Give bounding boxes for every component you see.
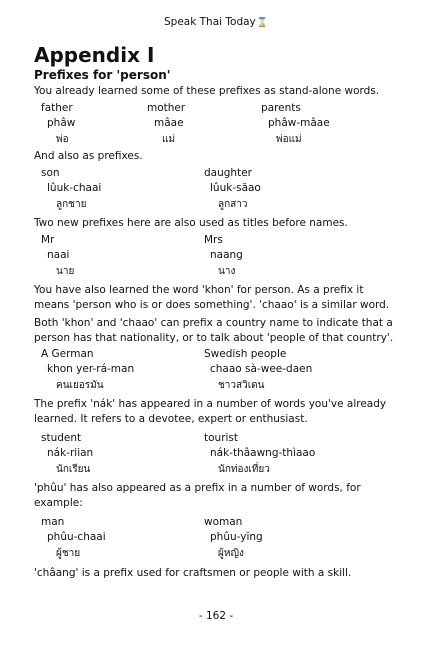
word-roman: lûuk-chaai: [47, 182, 102, 194]
word-english: son: [41, 167, 60, 179]
word-thai: พ่อ: [56, 134, 69, 145]
hourglass-logo-icon: ⌛: [256, 18, 268, 28]
also-prefixes-text: And also as prefixes.: [34, 150, 143, 162]
word-english: man: [41, 516, 65, 528]
running-header: [0, 16, 432, 28]
paragraph-line: Both 'khon' and 'chaao' can prefix a country name to indicate that a: [34, 317, 393, 329]
paragraph-line: The prefix 'nák' has appeared in a number of words you've already: [34, 398, 387, 410]
word-english: daughter: [204, 167, 252, 179]
word-thai: พ่อแม่: [276, 134, 302, 145]
word-roman: naai: [47, 249, 70, 261]
word-thai: คนเยอรมัน: [56, 380, 104, 391]
word-roman: phûu-chaai: [47, 531, 106, 543]
word-roman: mâae: [154, 117, 184, 129]
paragraph-line: example:: [34, 497, 83, 509]
word-thai: ลูกชาย: [56, 199, 87, 210]
word-english: Swedish people: [204, 348, 287, 360]
word-english: A German: [41, 348, 94, 360]
page-number: - 162 -: [198, 610, 234, 622]
chaang-text: 'châang' is a prefix used for craftsmen or people with a skill.: [34, 567, 352, 579]
word-roman: khon yer-rá-man: [47, 363, 135, 375]
word-english: tourist: [204, 432, 239, 444]
word-english: student: [41, 432, 82, 444]
word-english: parents: [261, 102, 301, 114]
word-roman: lûuk-săao: [210, 182, 261, 194]
intro-text: You already learned some of these prefixes as stand-alone words.: [34, 85, 380, 97]
word-thai: นาย: [56, 266, 75, 277]
word-thai: ลูกสาว: [218, 199, 248, 210]
word-english: Mrs: [204, 234, 223, 246]
word-thai: นักท่องเที่ยว: [218, 464, 270, 475]
word-roman: phâw: [47, 117, 76, 129]
word-thai: นาง: [218, 266, 236, 277]
page-title: Appendix I: [34, 43, 155, 67]
paragraph-line: means 'person who is or does something'. 'chaao' is a similar word.: [34, 299, 390, 311]
word-english: mother: [147, 102, 186, 114]
word-roman: chaao sà-wee-daen: [210, 363, 313, 375]
word-roman: nák-thâawng-thìaao: [210, 447, 316, 459]
book-title: Speak Thai Today: [164, 16, 256, 28]
paragraph-line: 'phûu' has also appeared as a prefix in a number of words, for: [34, 482, 361, 494]
word-english: father: [41, 102, 73, 114]
word-roman: nák-riian: [47, 447, 94, 459]
word-thai: ผู้หญิง: [218, 548, 244, 559]
word-thai: ผู้ชาย: [56, 548, 81, 559]
word-thai: แม่: [162, 134, 176, 145]
paragraph-line: You have also learned the word 'khon' for person. As a prefix it: [34, 284, 364, 296]
word-roman: phûu-yĭng: [210, 531, 263, 543]
word-roman: naang: [210, 249, 243, 261]
word-thai: ชาวสวิเดน: [218, 380, 265, 391]
word-thai: นักเรียน: [56, 464, 91, 475]
titles-intro-text: Two new prefixes here are also used as titles before names.: [34, 217, 348, 229]
section-subtitle: Prefixes for 'person': [34, 68, 171, 82]
word-english: Mr: [41, 234, 55, 246]
paragraph-line: person has that nationality, or to talk about 'people of that country'.: [34, 332, 394, 344]
word-roman: phâw-mâae: [268, 117, 330, 129]
word-english: woman: [204, 516, 243, 528]
paragraph-line: learned. It refers to a devotee, expert or enthusiast.: [34, 413, 308, 425]
